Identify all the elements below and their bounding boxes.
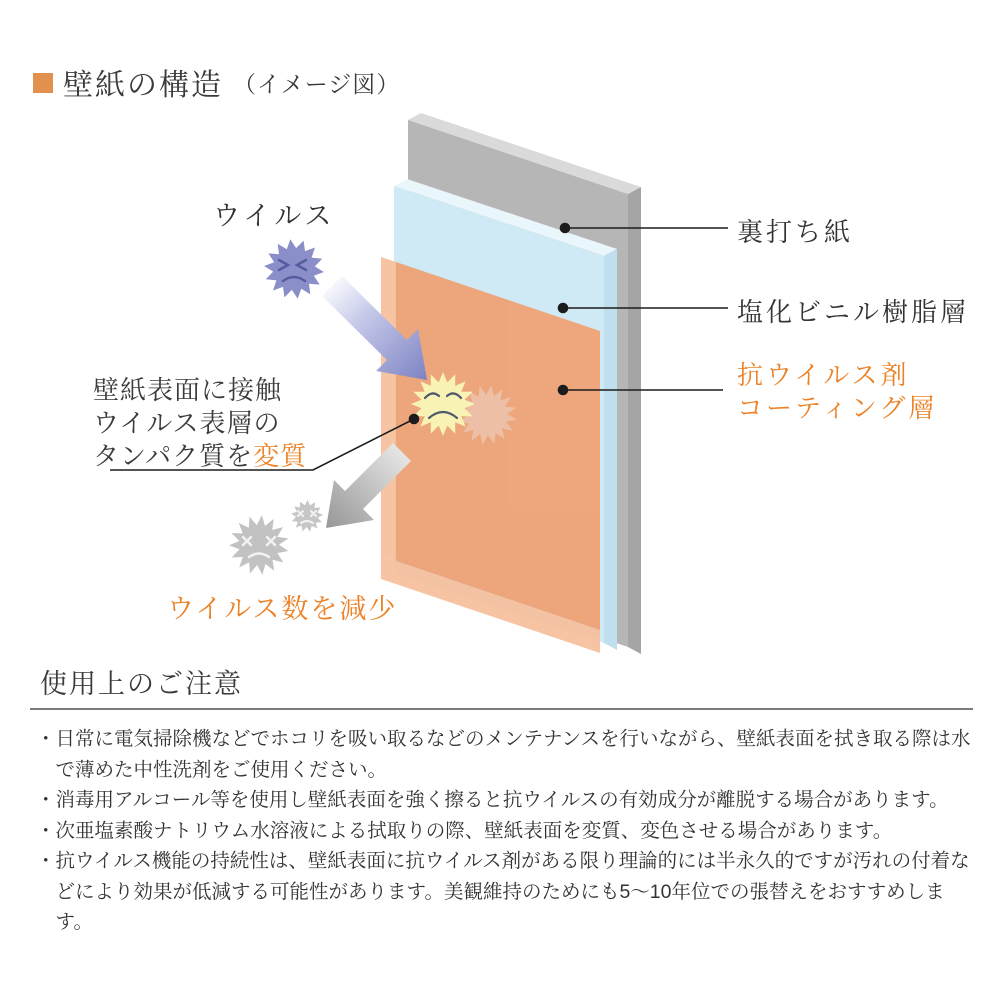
precaution-item: ・次亜塩素酸ナトリウム水溶液による拭取りの際、壁紙表面を変質、変色させる場合があります。 [36, 819, 893, 842]
precaution-item: ・抗ウイルス機能の持続性は、壁紙表面に抗ウイルス剤がある限り理論的には半永久的ですが汚れの付着などにより効果が低減する可能性があります。美観維持のためにも5〜10年位での張替えをおすすめします。 [36, 850, 970, 933]
effect-highlight: 変質 [253, 441, 308, 471]
precautions-heading: 使用上のご注意 [40, 669, 243, 699]
page-title [33, 60, 400, 104]
reduced-virus-large-icon [229, 515, 288, 575]
label-antiviral-coating [737, 359, 937, 425]
precautions-list [36, 724, 974, 938]
precaution-item: ・消毒用アルコール等を使用し壁紙表面を強く擦ると抗ウイルスの有効成分が離脱する場合があります。 [36, 789, 949, 811]
title-main: 壁紙の構造 [63, 69, 223, 102]
denatured-virus-icon [411, 372, 475, 436]
precaution-item: ・日常に電気掃除機などでホコリを吸い取るなどのメンテナンスを行いながら、壁紙表面を拭き取る際は水で薄めた中性洗剤をご使用ください。 [36, 728, 971, 781]
effect-line2: ウイルス表層の [93, 408, 281, 438]
label-antiviral-coating-line2: コーティング層 [737, 393, 938, 423]
effect-line3: タンパク質を変質 [93, 441, 308, 471]
precautions-divider [30, 708, 973, 710]
effect-line1: 壁紙表面に接触 [93, 375, 283, 405]
reduced-virus-small-icon [291, 500, 323, 532]
title-sub: （イメージ図） [233, 70, 401, 97]
label-backing-paper: 裏打ち紙 [737, 217, 854, 247]
incoming-virus-icon [264, 239, 324, 299]
denature-effect-text [93, 374, 307, 473]
virus-label: ウイルス [213, 201, 336, 231]
virus-reduction-text: ウイルス数を減少 [167, 594, 398, 624]
label-vinyl-resin: 塩化ビニル樹脂層 [737, 297, 970, 327]
label-antiviral-coating-line1: 抗ウイルス剤 [737, 360, 910, 390]
title-square-bullet-icon [33, 73, 53, 93]
